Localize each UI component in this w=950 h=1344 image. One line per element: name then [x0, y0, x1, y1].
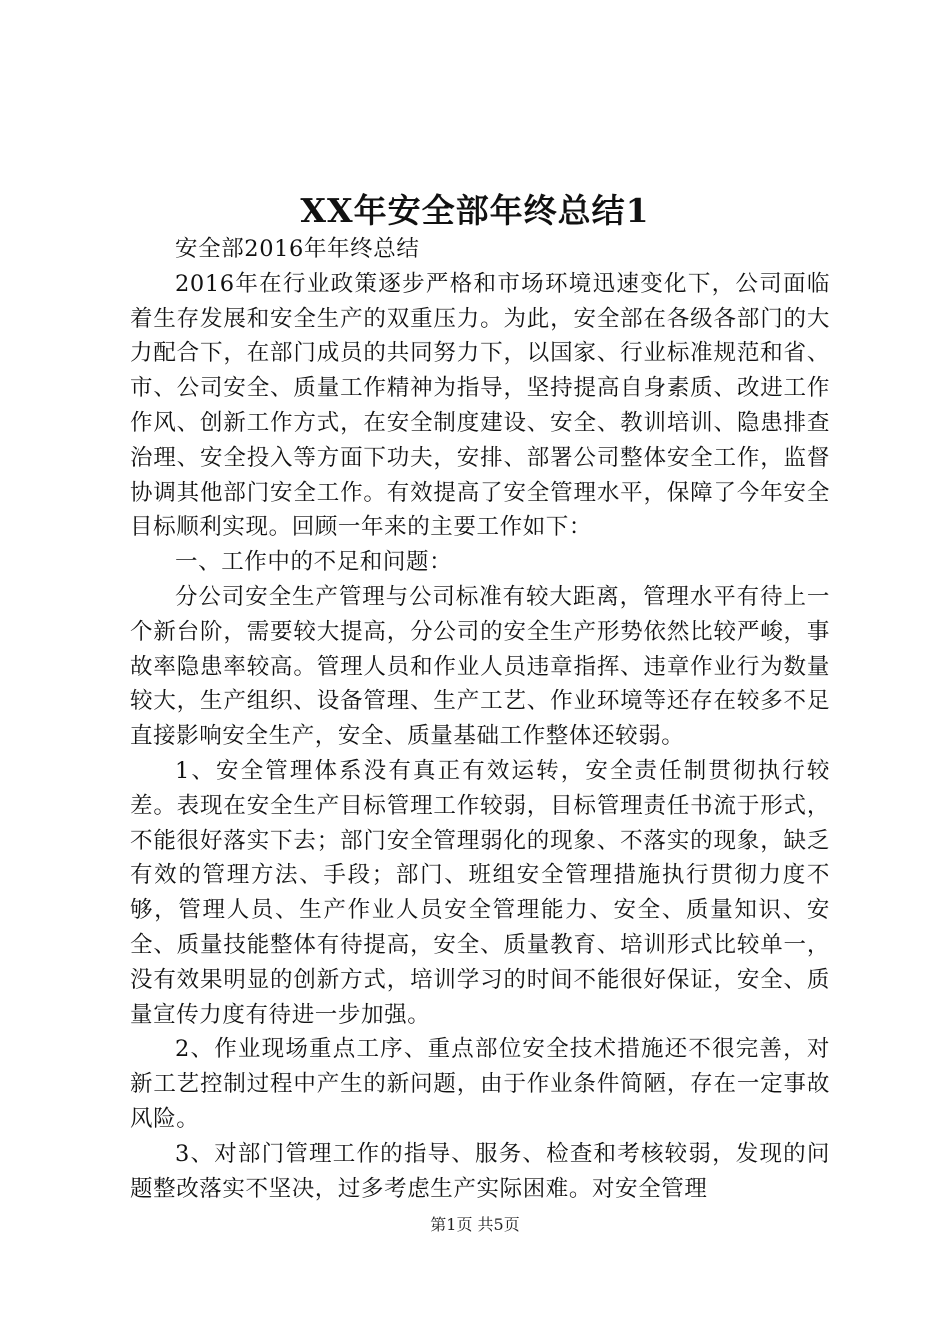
body-paragraph: 分公司安全生产管理与公司标准有较大距离，管理水平有待上一个新台阶，需要较大提高，分公司的安全生产形势依然比较严峻，事故率隐患率较高。管理人员和作业人员违章指挥、违章作业行为数量较大，生产组织、设备管理、生产工艺、作业环境等还存在较多不足直接影响安全生产，安全、质量基础工作整体还较弱。: [130, 583, 830, 750]
list-item-3: 3、对部门管理工作的指导、服务、检查和考核较弱，发现的问题整改落实不坚决，过多考虑生产实际困难。对安全管理: [130, 1140, 830, 1202]
subtitle-paragraph: 安全部2016年年终总结: [175, 236, 420, 262]
list-item-1: 1、安全管理体系没有真正有效运转，安全责任制贯彻执行较差。表现在安全生产目标管理工作较弱，目标管理责任书流于形式，不能很好落实下去；部门安全管理弱化的现象、不落实的现象，缺乏有效的管理方法、手段；部门、班组安全管理措施执行贯彻力度不够，管理人员、生产作业人员安全管理能力、安全、质量知识、安全、质量技能整体有待提高，安全、质量教育、培训形式比较单一，没有效果明显的创新方式，培训学习的时间不能很好保证，安全、质量宣传力度有待进一步加强。: [130, 757, 830, 1028]
section-heading: 一、工作中的不足和问题：: [175, 549, 453, 576]
list-item-2: 2、作业现场重点工序、重点部位安全技术措施还不很完善，对新工艺控制过程中产生的新问题，由于作业条件简陋，存在一定事故风险。: [130, 1036, 830, 1132]
document-title: XX年安全部年终总结1: [300, 191, 650, 230]
intro-paragraph: 2016年在行业政策逐步严格和市场环境迅速变化下，公司面临着生存发展和安全生产的双重压力。为此，安全部在各级各部门的大力配合下，在部门成员的共同努力下，以国家、行业标准规范和省、市、公司安全、质量工作精神为指导，坚持提高自身素质、改进工作作风、创新工作方式，在安全制度建设、安全、教训培训、隐患排查治理、安全投入等方面下功夫，安排、部署公司整体安全工作，监督协调其他部门安全工作。有效提高了安全管理水平，保障了今年安全目标顺利实现。回顾一年来的主要工作如下：: [130, 270, 830, 541]
page-footer: 第1页 共5页: [430, 1215, 520, 1234]
document-body: [130, 232, 830, 1206]
